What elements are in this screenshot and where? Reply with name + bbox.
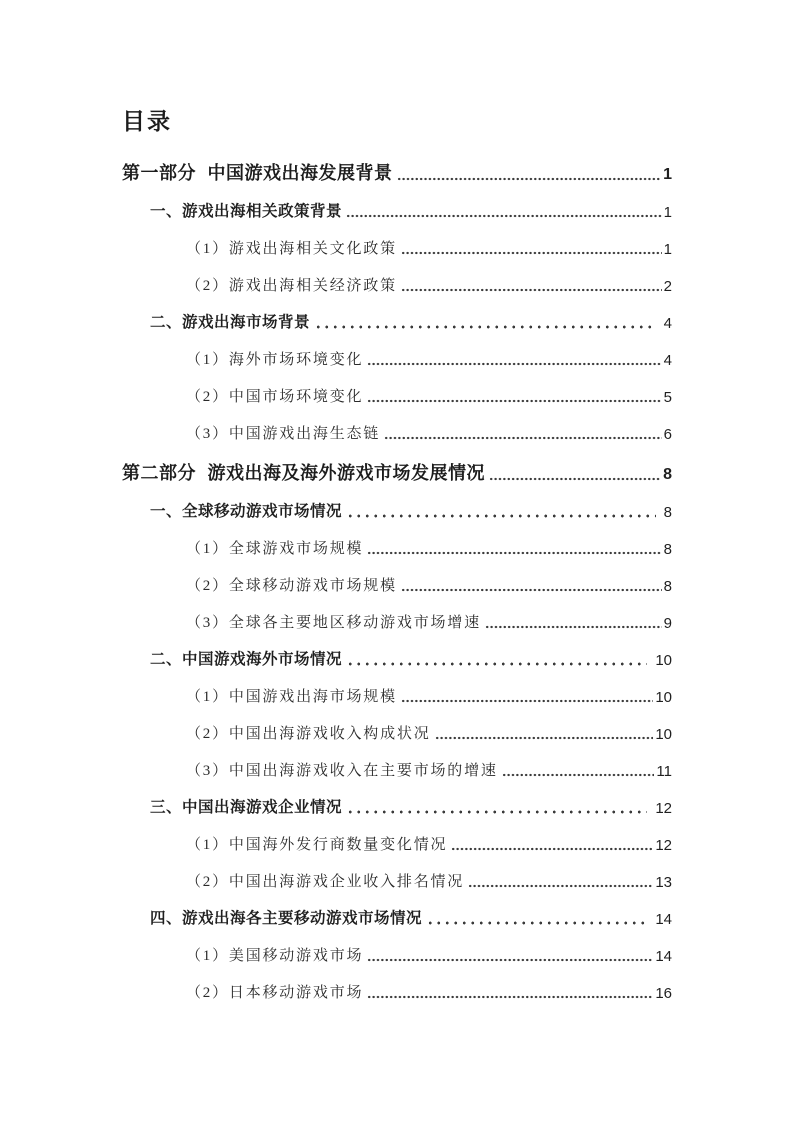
toc-entry-page-number: 8 [663,540,672,558]
toc-entry[interactable] [122,637,672,674]
toc-entry[interactable] [122,300,672,337]
toc-entry-label: （1）中国游戏出海市场规模 [186,688,397,705]
toc-entry[interactable] [122,600,672,637]
toc-entry-label: （2）日本移动游戏市场 [186,984,364,1001]
toc-entry-label: （2）中国出海游戏企业收入排名情况 [186,873,465,890]
toc-entry[interactable] [122,933,672,970]
toc-entry-label: 一、全球移动游戏市场情况 [150,503,343,521]
toc-entry-page-number: 10 [655,688,672,706]
toc-entry-page-number: 8 [663,465,672,483]
toc-entry-page-number: 8 [663,503,672,521]
toc-entry-label: （1）海外市场环境变化 [186,351,364,368]
toc-entry-label: （1）全球游戏市场规模 [186,540,364,557]
page-title: 目录 [122,108,172,134]
toc-entry-page-number: 9 [663,614,672,632]
toc-entry-page-number: 1 [663,240,672,258]
toc-entry[interactable] [122,896,672,933]
toc-entry-label: 四、游戏出海各主要移动游戏市场情况 [150,910,423,928]
dot-leader [384,411,662,443]
toc-entry-page-number: 16 [655,984,672,1002]
toc-entry-page-number: 11 [656,762,672,780]
table-of-contents [122,148,672,1007]
toc-entry-label: （2）游戏出海相关经济政策 [186,277,397,294]
dot-leader [426,896,647,928]
toc-entry[interactable] [122,748,672,785]
toc-entry[interactable] [122,263,672,300]
dot-leader [367,374,661,406]
toc-entry-label: 第二部分 游戏出海及海外游戏市场发展情况 [122,463,485,484]
toc-entry[interactable] [122,970,672,1007]
toc-entry[interactable] [122,822,672,859]
toc-entry-page-number: 2 [663,277,672,295]
toc-entry[interactable] [122,189,672,226]
dot-leader [489,448,661,484]
toc-entry[interactable] [122,674,672,711]
toc-entry-label: 二、游戏出海市场背景 [150,314,311,332]
dot-leader [485,600,662,632]
toc-entry-page-number: 12 [655,836,672,854]
toc-entry[interactable] [122,526,672,563]
toc-entry-label: 三、中国出海游戏企业情况 [150,799,343,817]
toc-entry[interactable] [122,563,672,600]
toc-entry-label: （2）中国市场环境变化 [186,388,364,405]
dot-leader [314,300,656,332]
dot-leader [346,489,656,521]
dot-leader [367,337,661,369]
dot-leader [346,785,647,817]
toc-entry-page-number: 10 [655,651,672,669]
toc-entry[interactable] [122,226,672,263]
toc-entry-page-number: 14 [655,910,672,928]
toc-entry-page-number: 5 [663,388,672,406]
dot-leader [397,148,662,184]
toc-entry-page-number: 14 [655,947,672,965]
dot-leader [367,933,653,965]
toc-entry[interactable] [122,859,672,896]
toc-entry-label: 第一部分 中国游戏出海发展背景 [122,163,393,184]
toc-entry[interactable] [122,711,672,748]
toc-entry-page-number: 1 [663,203,672,221]
toc-entry-label: 一、游戏出海相关政策背景 [150,203,343,221]
toc-entry[interactable] [122,785,672,822]
dot-leader [451,822,653,854]
toc-entry[interactable] [122,489,672,526]
toc-entry-label: （3）全球各主要地区移动游戏市场增速 [186,614,481,631]
dot-leader [367,970,653,1002]
dot-leader [502,748,655,780]
toc-entry[interactable] [122,374,672,411]
dot-leader [367,526,661,558]
toc-entry-page-number: 4 [663,314,672,332]
toc-entry-label: （1）中国海外发行商数量变化情况 [186,836,448,853]
toc-entry-page-number: 4 [663,351,672,369]
toc-entry-label: （2）全球移动游戏市场规模 [186,577,397,594]
dot-leader [401,674,653,706]
toc-entry-page-number: 1 [663,165,672,183]
dot-leader [346,637,647,669]
dot-leader [435,711,654,743]
toc-entry-label: （1）游戏出海相关文化政策 [186,240,397,257]
toc-entry[interactable] [122,337,672,374]
dot-leader [468,859,653,891]
toc-entry[interactable] [122,448,672,489]
toc-entry-page-number: 10 [655,725,672,743]
toc-entry-label: （3）中国游戏出海生态链 [186,425,381,442]
toc-entry-page-number: 8 [663,577,672,595]
toc-entry-page-number: 13 [655,873,672,891]
toc-entry[interactable] [122,411,672,448]
dot-leader [401,226,662,258]
dot-leader [401,263,662,295]
dot-leader [346,189,662,221]
dot-leader [401,563,662,595]
toc-entry-page-number: 6 [663,425,672,443]
toc-entry-label: 二、中国游戏海外市场情况 [150,651,343,669]
toc-entry[interactable] [122,148,672,189]
toc-entry-label: （3）中国出海游戏收入在主要市场的增速 [186,762,498,779]
toc-entry-label: （1）美国移动游戏市场 [186,947,364,964]
toc-entry-label: （2）中国出海游戏收入构成状况 [186,725,431,742]
toc-entry-page-number: 12 [655,799,672,817]
